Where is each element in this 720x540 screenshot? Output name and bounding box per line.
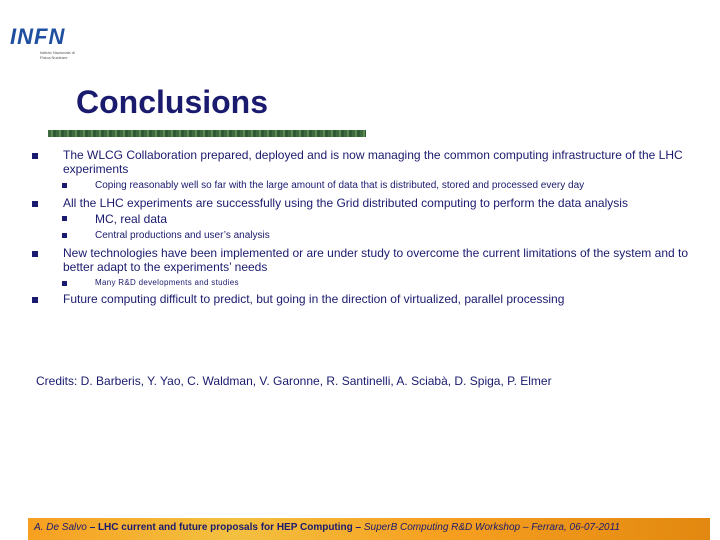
credits-line: Credits: D. Barberis, Y. Yao, C. Waldman, V. Garonne, R. Santinelli, A. Sciabà, D. Spiga, P. Elmer — [36, 374, 552, 388]
bullet-text: The WLCG Collaboration prepared, deployed and is now managing the common computing infrastructure of the LHC experiments — [63, 148, 683, 176]
bullet-marker — [32, 251, 38, 257]
footer-separator: – — [520, 522, 532, 533]
footer-author: A. De Salvo — [34, 522, 87, 533]
bullet-marker — [62, 183, 67, 188]
footer-text — [34, 522, 714, 534]
bullet-marker — [62, 216, 67, 221]
bullet-text: Central productions and user’s analysis — [95, 230, 270, 241]
slide-footer — [0, 514, 720, 540]
bullet-marker — [32, 201, 38, 207]
footer-place-date: Ferrara, 06-07-2011 — [531, 522, 620, 533]
logo-subtext: Istituto Nazionale di Fisica Nucleare — [40, 50, 75, 60]
footer-event: SuperB Computing R&D Workshop — [363, 522, 521, 533]
slide-title: Conclusions — [76, 84, 269, 120]
bullet-text: MC, real data — [95, 212, 168, 226]
logo-mark: INFN — [10, 24, 66, 49]
footer-separator: – — [352, 522, 364, 533]
bullet-text: Future computing difficult to predict, but going in the direction of virtualized, parallel processing — [63, 292, 565, 306]
bullet-marker — [62, 233, 67, 238]
bullet-text: All the LHC experiments are successfully using the Grid distributed computing to perform the data analysis — [63, 196, 628, 210]
footer-separator: – — [86, 522, 98, 533]
bullet-text: New technologies have been implemented or are under study to overcome the current limitations of the system and to better adapt to the experiments’ needs — [63, 246, 689, 274]
bullet-text: Many R&D developments and studies — [95, 278, 239, 287]
bullet-text: Coping reasonably well so far with the large amount of data that is distributed, stored and processed every day — [95, 180, 585, 191]
bullet-marker — [32, 297, 38, 303]
bullet-marker — [62, 281, 67, 286]
bullet-marker — [32, 153, 38, 159]
footer-talk-title: LHC current and future proposals for HEP Computing — [97, 522, 353, 533]
